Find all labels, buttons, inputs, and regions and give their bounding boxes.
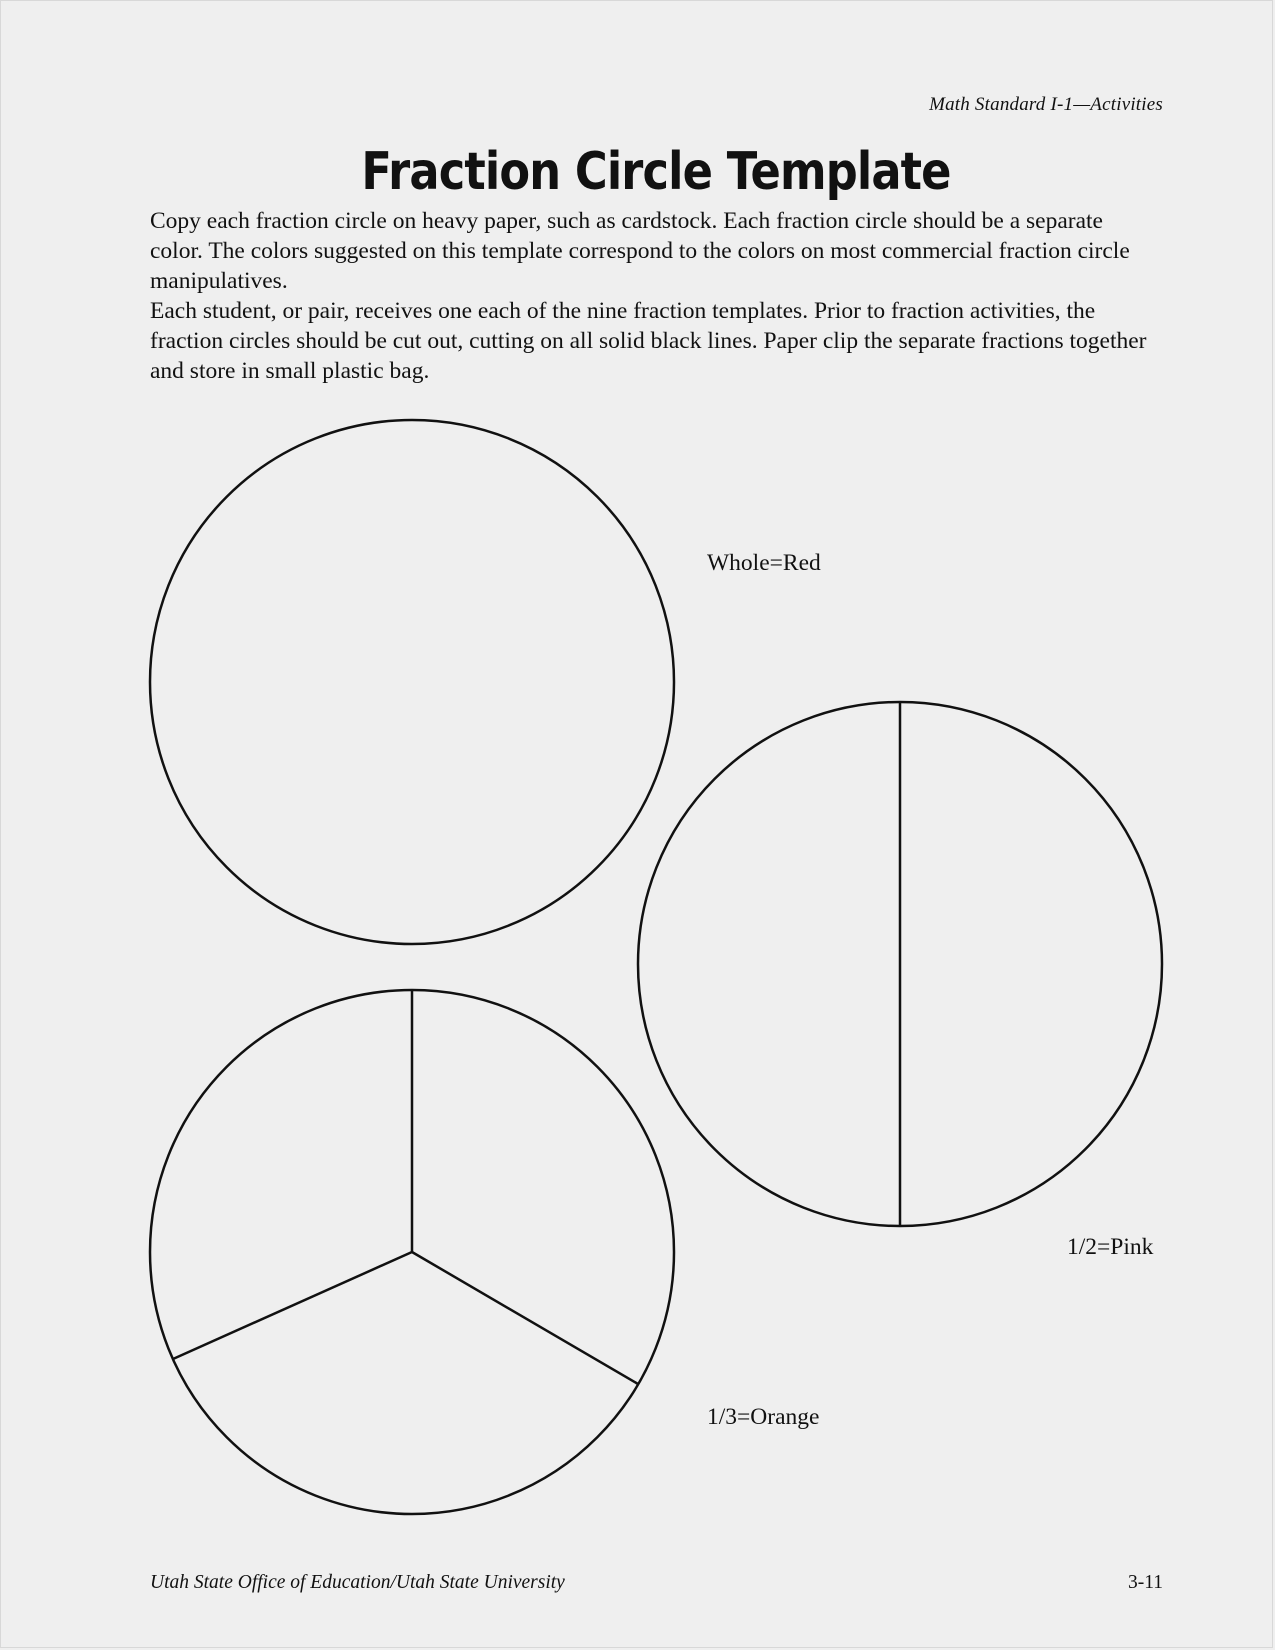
page-title: Fraction Circle Template xyxy=(361,142,951,202)
header-reference: Math Standard I-1—Activities xyxy=(929,94,1163,115)
instructions-paragraph-2: Each student, or pair, receives one each of the nine fraction templates. Prior to fraction activities, the fraction circles should be cut out, cutting on all solid black lines. Paper clip the separate fractions together and store in small plastic bag. xyxy=(150,298,1147,384)
third-circle-divider-3 xyxy=(173,1252,412,1359)
footer-page-number: 3-11 xyxy=(1127,1572,1163,1593)
third-circle-divider-2 xyxy=(412,1252,638,1384)
whole-circle-outline xyxy=(150,420,674,944)
label-half: 1/2=Pink xyxy=(1067,1234,1154,1260)
third-circle xyxy=(150,990,674,1514)
half-circle xyxy=(638,702,1162,1226)
whole-circle xyxy=(150,420,674,944)
footer-source: Utah State Office of Education/Utah State University xyxy=(150,1572,565,1593)
label-whole: Whole=Red xyxy=(707,550,821,576)
label-third: 1/3=Orange xyxy=(707,1404,820,1430)
instructions-paragraph-1: Copy each fraction circle on heavy paper, such as cardstock. Each fraction circle should be a separate color. The colors suggested on this template correspond to the colors on most commercial fraction circle manipulatives. xyxy=(150,208,1130,294)
